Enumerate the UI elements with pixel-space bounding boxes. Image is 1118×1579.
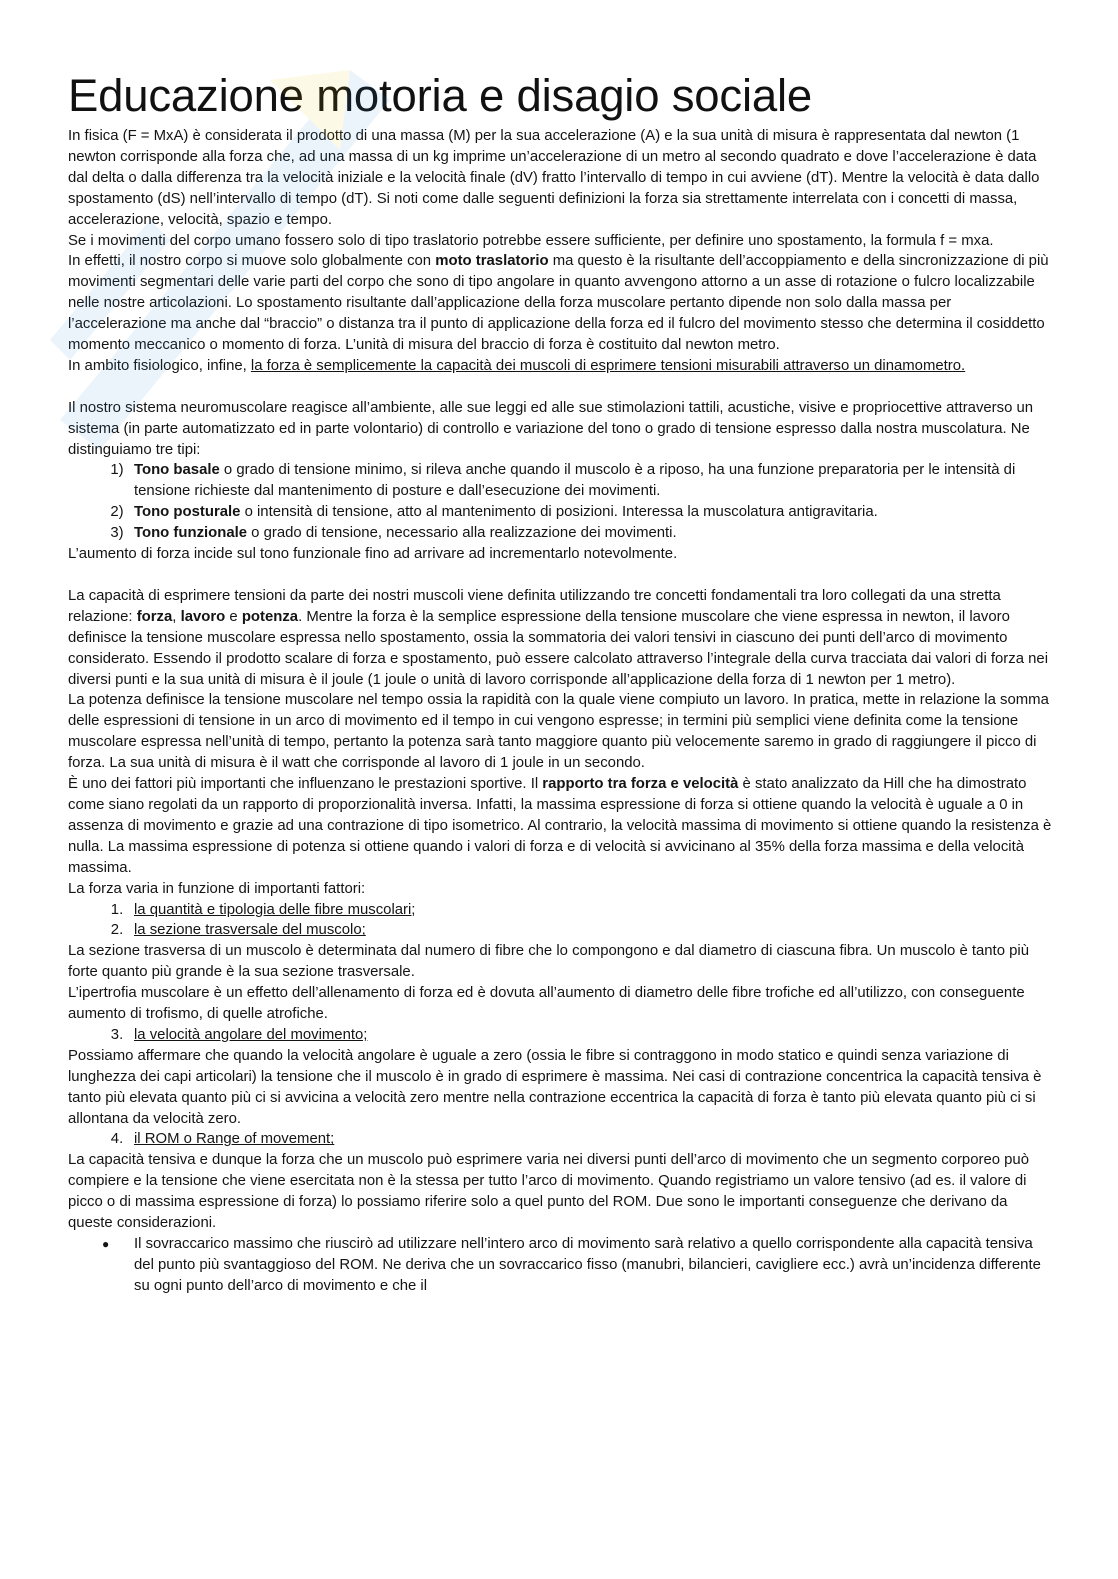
list-item: 2. la sezione trasversale del muscolo; — [110, 922, 366, 939]
list-item: 3. la velocità angolare del movimento; — [110, 1026, 368, 1043]
page-title: Educazione motoria e disagio sociale — [68, 70, 812, 121]
term-rapporto-forza-velocita: rapporto tra forza e velocità — [542, 776, 739, 793]
paragraph-traslatorio: Se i movimenti del corpo umano fossero solo di tipo traslatorio potrebbe essere sufficiente, per definire uno spostamento, la formula f = mxa. — [68, 232, 994, 249]
list-item: 2) Tono posturale o intensità di tensione, atto al mantenimento di posizioni. Interessa la muscolatura antigravitaria. — [110, 504, 878, 521]
paragraph-ambito-fisiologico: In ambito fisiologico, infine, la forza è semplicemente la capacità dei muscoli di esprimere tensioni misurabili attraverso un dinamometro. — [68, 357, 966, 374]
factor-list-a — [68, 900, 1052, 942]
term-moto-traslatorio: moto traslatorio — [435, 253, 549, 270]
paragraph-sezione-trasversa: La sezione trasversa di un muscolo è determinata dal numero di fibre che lo compongono e dal diametro di ciascuna fibra. Un muscolo è tanto più forte quanto più grande è la sua sezione trasversale. — [68, 943, 1029, 981]
paragraph-velocita-angolare: Possiamo affermare che quando la velocità angolare è uguale a zero (ossia le fibre si contraggono in modo statico e quindi senza variazione di lunghezza dei capi articolari) la tensione che il muscolo è in grado di esprimere è massima. Nei casi di contrazione concentrica la capacità tensiva è tanto più elevata quanto più ci si avvicina a velocità zero mentre nella contrazione eccentrica la capacità di forza è tanto più elevata quanto più ci si allontana da velocità zero. — [68, 1047, 1042, 1127]
paragraph-rom: La capacità tensiva e dunque la forza che un muscolo può esprimere varia nei diversi punti dell’arco di movimento che un segmento corporeo può compiere e la tensione che viene esercitata non è la stessa per tutto l’arco di movimento. Quando registriamo un valore tensivo (ad es. il valore di picco o di massima espressione di forza) lo possiamo riferire solo a quel punto del ROM. Due sono le importanti conseguenze che derivano da queste considerazioni. — [68, 1152, 1029, 1232]
paragraph-ipertrofia: L’ipertrofia muscolare è un effetto dell’allenamento di forza ed è dovuta all’aumento di diametro delle fibre trofiche ed all’utilizzo, con conseguente aumento di trofismo, di quelle atrofiche. — [68, 985, 1025, 1023]
factor-list-b — [68, 1025, 1052, 1046]
list-item: 3) Tono funzionale o grado di tensione, necessario alla realizzazione dei movimenti. — [110, 525, 677, 542]
list-item: ● Il sovraccarico massimo che riuscirò ad utilizzare nell’intero arco di movimento sarà relativo a quello corrispondente alla capacità tensiva del punto più svantaggioso del ROM. Ne deriva che un sovraccarico fisso (manubri, bilancieri, cavigliere ecc.) avrà un’incidenza differente su ogni punto dell’arco di movimento e che il — [102, 1236, 1041, 1294]
tone-list — [68, 460, 1052, 544]
paragraph-forza-fisica: In fisica (F = MxA) è considerata il prodotto di una massa (M) per la sua accelerazione (A) e la sua unità di misura è rappresentata dal newton (1 newton corrisponde alla forza che, ad una massa di un kg imprime un’accelerazione di un metro al secondo quadrato e dove l’accelerazione è data dal delta o dalla differenza tra la velocità iniziale e la velocità finale (dV) fratto l’intervallo di tempo in cui avviene (dT). Mentre la velocità è data dallo spostamento (dS) nell’intervallo di tempo (dT). Si noti come dalle seguenti definizioni la forza sia strettamente interrelata con i concetti di massa, accelerazione, velocità, spazio e tempo. — [68, 128, 1040, 228]
paragraph-moto-traslatorio: In effetti, il nostro corpo si muove solo globalmente con moto traslatorio ma questo è la risultante dell’accoppiamento e della sincronizzazione di più movimenti segmentari delle varie parti del corpo che sono di tipo angolare in quanto avvengono attorno a un asse di rotazione o fulcro localizzabile nelle nostre articolazioni. Lo spostamento risultante dall’applicazione della forza muscolare pertanto dipende non solo dalla massa per l’accelerazione ma anche dal “braccio” o distanza tra il punto di applicazione della forza ed il fulcro del movimento stesso che determina il cosiddetto momento meccanico o momento di forza. L’unità di misura del braccio di forza è costituito dal newton metro. — [68, 253, 1049, 354]
document-body — [68, 126, 1052, 1297]
paragraph-fattori: La forza varia in funzione di importanti fattori: — [68, 880, 366, 897]
list-item: 4. il ROM o Range of movement; — [110, 1131, 335, 1148]
list-item: 1. la quantità e tipologia delle fibre muscolari; — [110, 901, 416, 918]
factor-list-c — [68, 1129, 1052, 1150]
definition-forza: la forza è semplicemente la capacità dei muscoli di esprimere tensioni misurabili attraverso un dinamometro. — [250, 357, 966, 374]
paragraph-forza-velocita: È uno dei fattori più importanti che influenzano le prestazioni sportive. Il rapporto tra forza e velocità è stato analizzato da Hill che ha dimostrato come siano regolati da un rapporto di proporzionalità inversa. Infatti, la massima espressione di forza si ottiene quando la velocità è uguale a 0 in assenza di movimento e grazie ad una contrazione di tipo isometrico. Al contrario, la velocità massima di movimento si ottiene quando la resistenza è nulla. La massima espressione di potenza si ottiene quando i valori di forza e di velocità si avvicinano al 35% della forza massima e della velocità massima. — [68, 776, 1052, 876]
list-item: 1) Tono basale o grado di tensione minimo, si rileva anche quando il muscolo è a riposo, ha una funzione preparatoria per le intensità di tensione richieste dal mantenimento di posture e dall’esecuzione dei movimenti. — [110, 462, 1016, 500]
bullet-list — [68, 1234, 1052, 1297]
paragraph-aumento-forza: L’aumento di forza incide sul tono funzionale fino ad arrivare ad incrementarlo notevolmente. — [68, 546, 678, 563]
paragraph-potenza: La potenza definisce la tensione muscolare nel tempo ossia la rapidità con la quale viene compiuto un lavoro. In pratica, mette in relazione la somma delle espressioni di tensione in un arco di movimento ed il tempo in cui vengono espresse; in termini più semplici viene definita come la tensione muscolare espressa nell’unità di tempo, pertanto la potenza sarà tanto maggiore quanto più velocemente saremo in grado di raggiungere il picco di forza. La sua unità di misura è il watt che corrisponde al lavoro di 1 joule in un secondo. — [68, 692, 1049, 772]
paragraph-sistema-neuromuscolare: Il nostro sistema neuromuscolare reagisce all’ambiente, alle sue leggi ed alle sue stimolazioni tattili, acustiche, visive e propriocettive attraverso un sistema (in parte automatizzato ed in parte volontario) di controllo e variazione del tono o grado di tensione espresso dalla nostra muscolatura. Ne distinguiamo tre tipi: — [68, 399, 1034, 458]
paragraph-forza-lavoro-potenza: La capacità di esprimere tensioni da parte dei nostri muscoli viene definita utilizzando tre concetti fondamentali tra loro collegati da una stretta relazione: forza, lavoro e potenza. Mentre la forza è la semplice espressione della tensione muscolare che viene espressa in newton, il lavoro definisce la tensione muscolare espressa nello spostamento, ossia la sommatoria dei valori tensivi in ciascuno dei punti dell’arco di movimento considerato. Essendo il prodotto scalare di forza e spostamento, può essere calcolato attraverso l’integrale della curva tracciata dai valori di forza nei diversi punti e la sua unità di misura è il joule (1 joule o unità di lavoro corrisponde all’applicazione della forza di 1 newton per 1 metro). — [68, 587, 1048, 688]
